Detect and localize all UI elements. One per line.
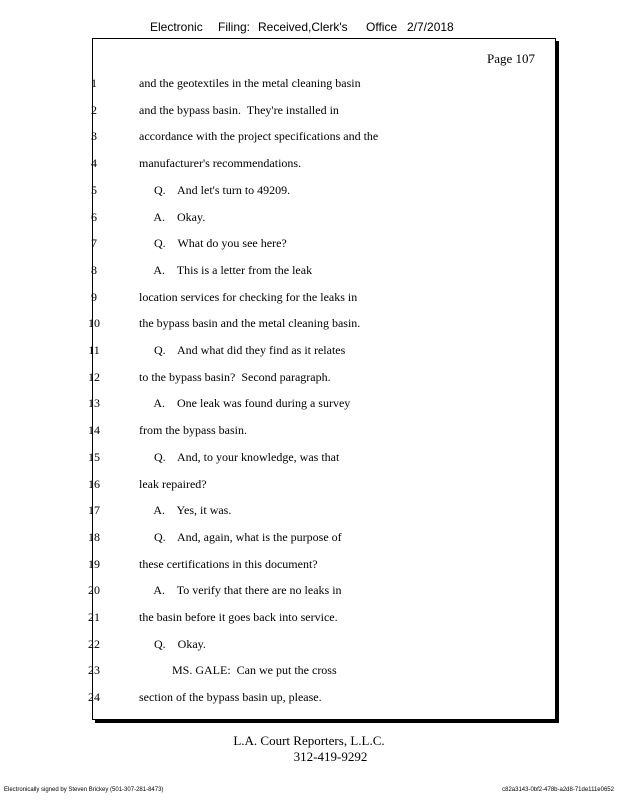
- line-number: 11: [88, 343, 100, 357]
- line-text: section of the bypass basin up, please.: [139, 690, 322, 704]
- line-text: A. Yes, it was.: [139, 503, 232, 517]
- line-text: A. One leak was found during a survey: [139, 396, 351, 410]
- line-text: manufacturer's recommendations.: [139, 156, 302, 170]
- line-text: A. This is a letter from the leak: [139, 263, 313, 277]
- line-number: 23: [88, 663, 100, 677]
- filing-header-word: Office: [366, 20, 398, 34]
- line-text: A. Okay.: [139, 210, 206, 224]
- line-number: 3: [91, 129, 97, 143]
- line-text: Q. And what did they find as it relates: [139, 343, 346, 357]
- line-text: to the bypass basin? Second paragraph.: [139, 370, 331, 384]
- line-text: Q. And let's turn to 49209.: [139, 183, 291, 197]
- filing-header: [0, 20, 618, 36]
- line-number: 13: [88, 396, 100, 410]
- line-number: 9: [91, 290, 97, 304]
- line-number: 21: [88, 610, 100, 624]
- line-number: 12: [88, 370, 100, 384]
- filing-header-word: Electronic: [150, 20, 203, 34]
- filing-header-date: 2/7/2018: [407, 20, 454, 34]
- line-number: 18: [88, 530, 100, 544]
- line-number: 16: [88, 477, 100, 491]
- line-number: 22: [88, 637, 100, 651]
- line-number: 24: [88, 690, 100, 704]
- line-number: 19: [88, 557, 100, 571]
- transcript-page: [88, 38, 556, 720]
- line-text: Q. And, to your knowledge, was that: [139, 450, 340, 464]
- line-number: 8: [91, 263, 97, 277]
- line-text: the basin before it goes back into service.: [139, 610, 338, 624]
- reporter-name: L.A. Court Reporters, L.L.C.: [233, 733, 385, 748]
- line-text: Q. Okay.: [139, 637, 206, 651]
- line-text: location services for checking for the leaks in: [139, 290, 358, 304]
- line-text: the bypass basin and the metal cleaning basin.: [139, 316, 361, 330]
- reporter-phone: 312-419-9292: [293, 749, 368, 764]
- line-number: 14: [88, 423, 100, 437]
- line-text: A. To verify that there are no leaks in: [139, 583, 342, 597]
- line-number: 4: [91, 156, 97, 170]
- document-hash: c82a3143-0bf2-478b-a2d8-71de111e0652: [502, 787, 614, 793]
- line-number: 2: [91, 103, 97, 117]
- line-text: and the bypass basin. They're installed in: [139, 103, 339, 117]
- electronic-signature: Electronically signed by Steven Brickey (501-307-281-8473): [4, 787, 164, 793]
- line-text: Q. What do you see here?: [139, 236, 287, 250]
- line-number: 20: [88, 583, 100, 597]
- filing-header-word: Received,Clerk's: [258, 20, 348, 34]
- line-text: Q. And, again, what is the purpose of: [139, 530, 342, 544]
- line-number: 15: [88, 450, 100, 464]
- line-text: leak repaired?: [139, 477, 207, 491]
- line-number: 10: [88, 316, 100, 330]
- filing-header-word: Filing:: [218, 20, 251, 34]
- line-number: 1: [91, 76, 97, 90]
- line-text: and the geotextiles in the metal cleaning basin: [139, 76, 361, 90]
- line-number: 6: [91, 210, 97, 224]
- page-number: Page 107: [486, 51, 535, 66]
- line-text: these certifications in this document?: [139, 557, 318, 571]
- line-number: 5: [91, 183, 97, 197]
- court-reporter-block: [0, 733, 618, 765]
- line-text: MS. GALE: Can we put the cross: [139, 663, 337, 677]
- line-text: accordance with the project specifications and the: [139, 129, 379, 143]
- line-number: 7: [91, 236, 97, 250]
- line-number: 17: [88, 503, 100, 517]
- line-text: from the bypass basin.: [139, 423, 247, 437]
